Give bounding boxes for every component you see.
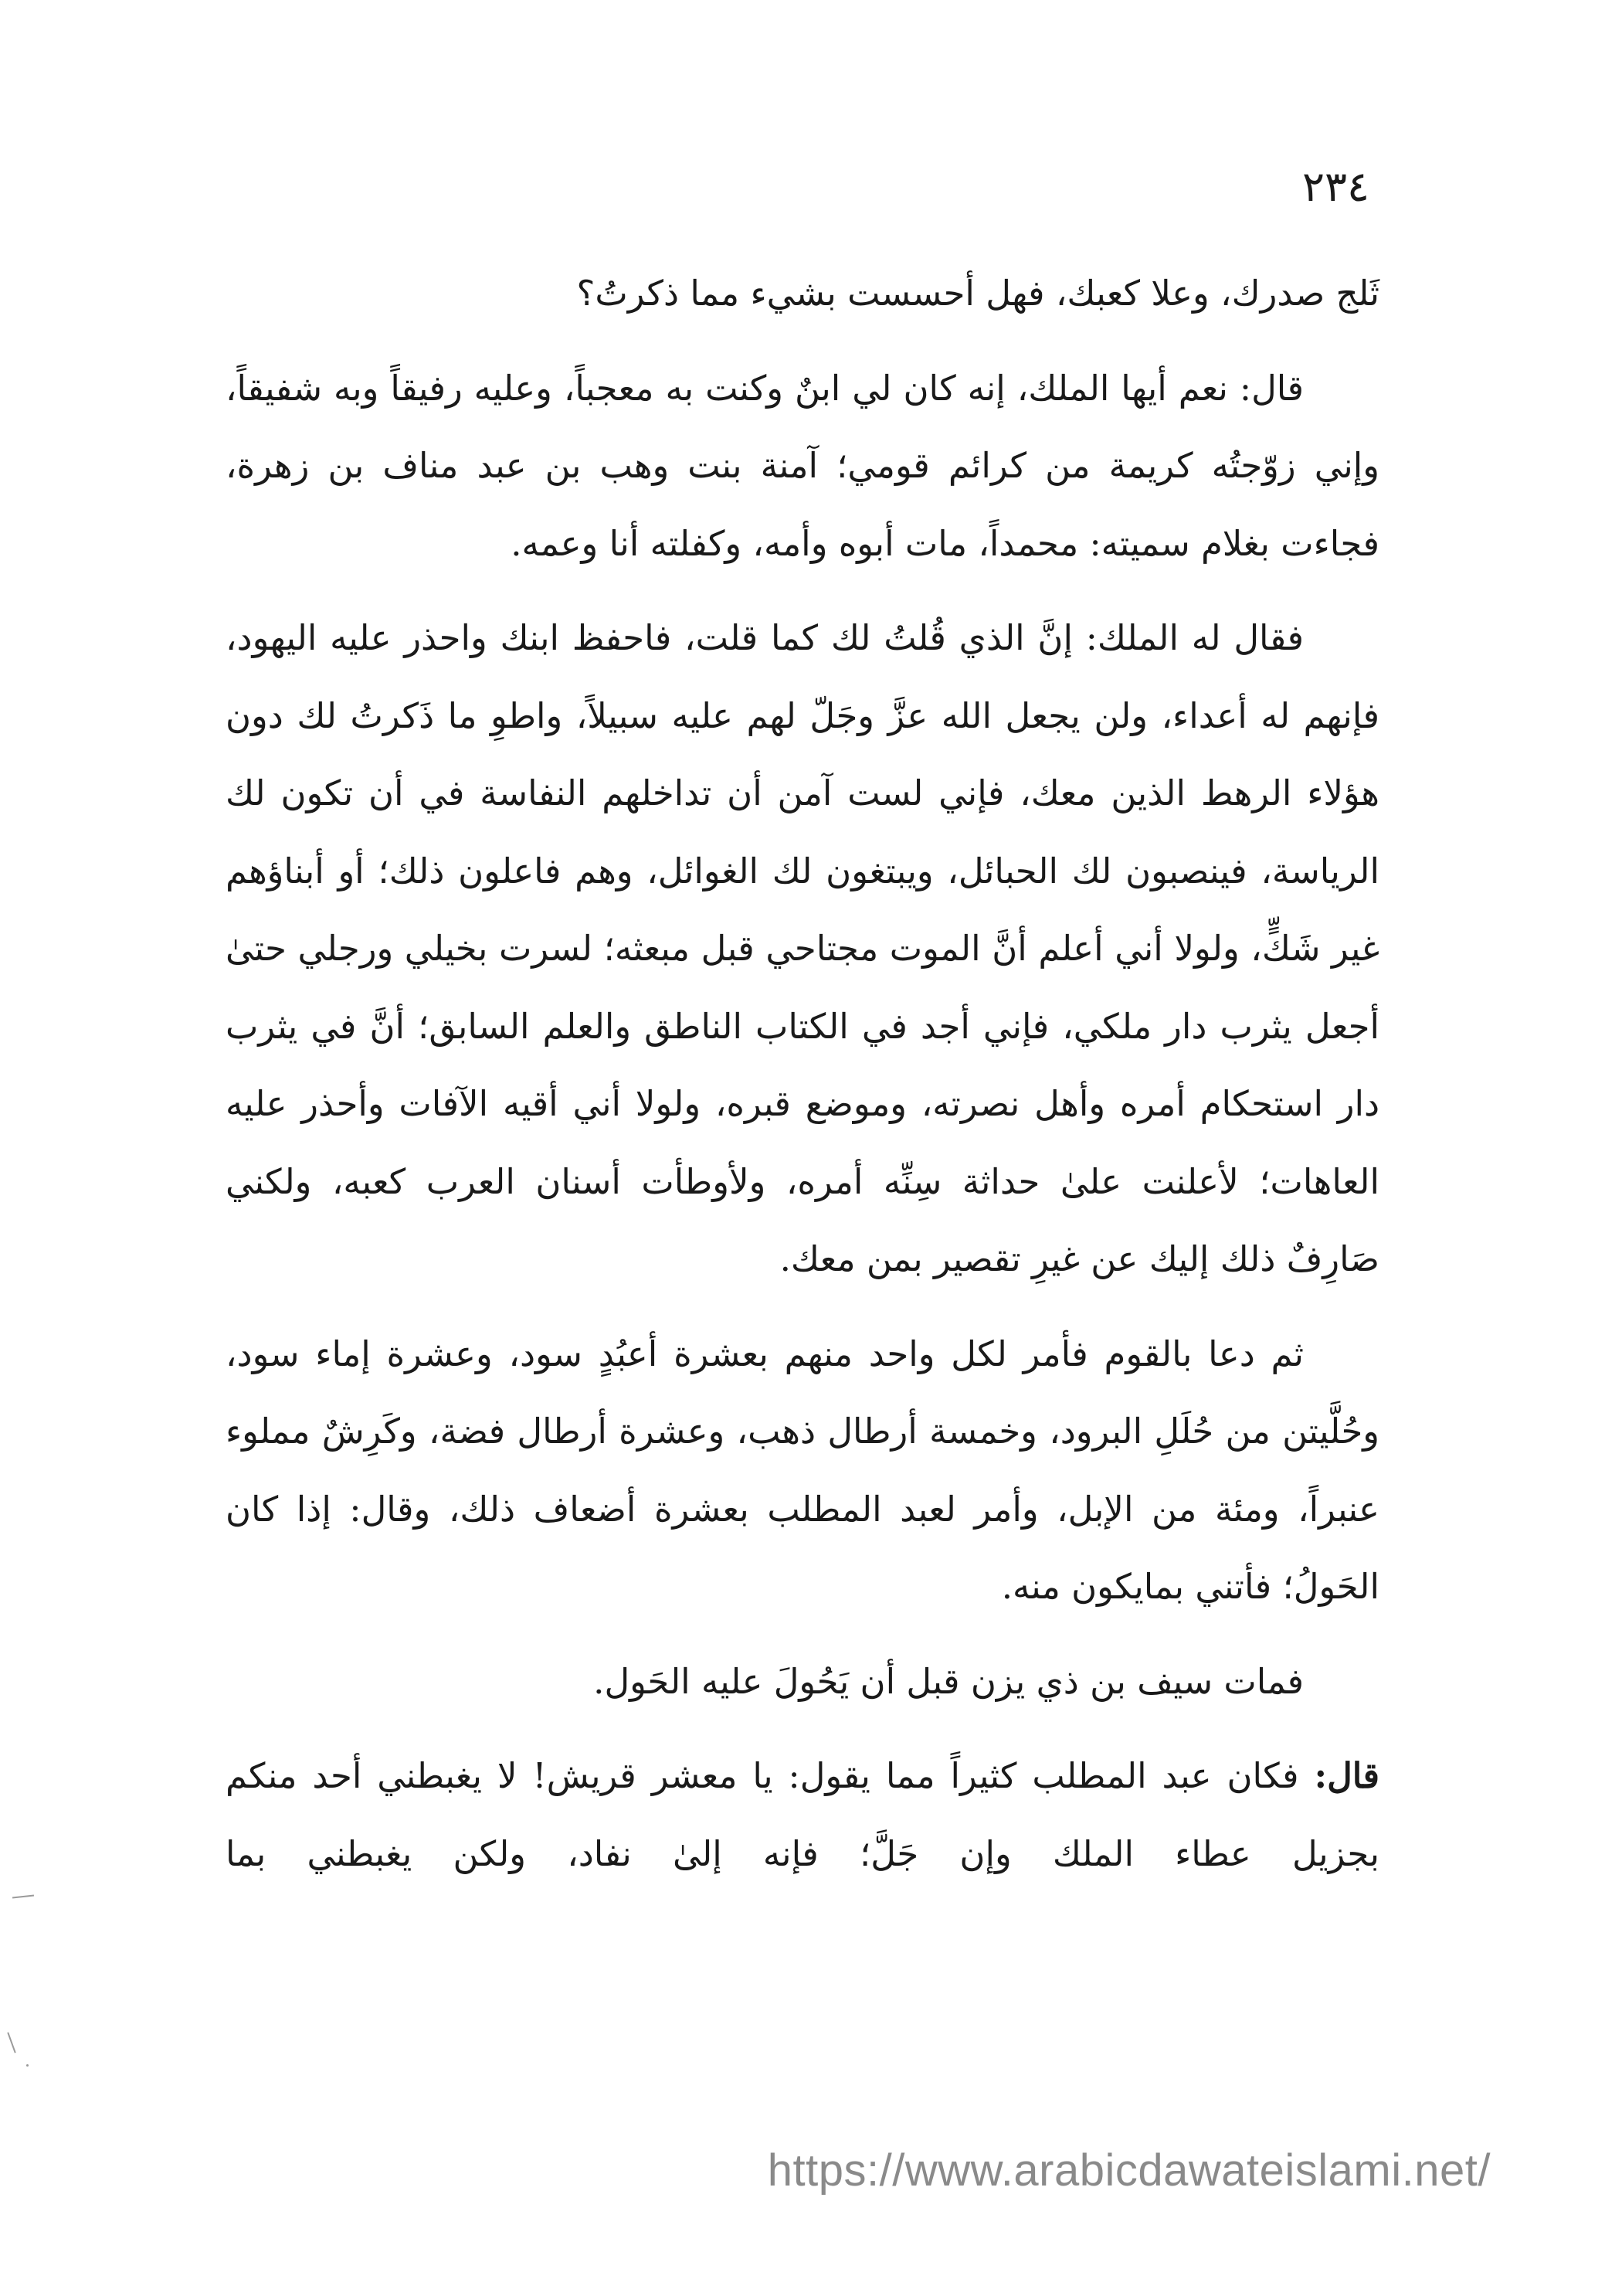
scan-artifact (7, 2033, 15, 2053)
paragraph-4 (226, 1316, 1379, 1626)
paragraph-5 (226, 1643, 1379, 1721)
page-number: ٢٣٤ (1301, 162, 1369, 211)
paragraph-6 (226, 1737, 1379, 1893)
paragraph-text: فقال له الملك: إنَّ الذي قُلتُ لك كما قلت، فاحفظ ابنك واحذر عليه اليهود، فإنهم له أعداء، ولن يجعل الله عزَّ وجَلّ لهم عليه سبيلاً، واطوِ ما ذَكرتُ لك دون هؤلاء الرهط الذين معك، فإني لست آمن أن تداخلهم النفاسة في أن تكون لك الرياسة، فينصبون لك الحبائل، ويبتغون لك الغوائل، وهم فاعلون ذلك؛ أو أبناؤهم غير شَكٍّ، ولولا أني أعلم أنَّ الموت مجتاحي قبل مبعثه؛ لسرت بخيلي ورجلي حتىٰ أجعل يثرب دار ملكي، فإني أجد في الكتاب الناطق والعلم السابق؛ أنَّ في يثرب دار استحكام أمره وأهل نصرته، وموضع قبره، ولولا أني أقيه الآفات وأحذر عليه العاهات؛ لأعلنت علىٰ حداثة سِنِّه أمره، ولأوطأت أسنان العرب كعبه، ولكني صَارِفٌ ذلك إليك عن غيرِ تقصير بمن معك. (226, 617, 1379, 1279)
paragraph-1 (226, 255, 1379, 333)
paragraph-text: فكان عبد المطلب كثيراً مما يقول: يا معشر قريش! لا يغبطني أحد منكم بجزيل عطاء الملك وإن جَلَّ؛ فإنه إلىٰ نفاد، ولكن يغبطني بما (226, 1755, 1379, 1874)
paragraph-text: ثَلج صدرك، وعلا كعبك، فهل أحسست بشيء مما ذكرتُ؟ (576, 273, 1379, 314)
paragraph-text: قال: نعم أيها الملك، إنه كان لي ابنٌ وكنت به معجباً، وعليه رفيقاً وبه شفيقاً، وإني زوّجتُه كريمة من كرائم قومي؛ آمنة بنت وهب بن عبد مناف بن زهرة، فجاءت بغلام سميته: محمداً، مات أبوه وأمه، وكفلته أنا وعمه. (226, 367, 1379, 564)
paragraph-lead: قال: (1314, 1755, 1379, 1796)
paragraph-text: فمات سيف بن ذي يزن قبل أن يَحُولَ عليه الحَول. (593, 1660, 1304, 1702)
paragraph-3 (226, 599, 1379, 1299)
body-text (226, 255, 1379, 1910)
watermark-url: https://www.arabicdawateislami.net/ (767, 2145, 1491, 2196)
scan-artifact (12, 1895, 34, 1899)
paragraph-text: ثم دعا بالقوم فأمر لكل واحد منهم بعشرة أعبُدٍ سود، وعشرة إماء سود، وحُلَّيتن من حُلَلِ البرود، وخمسة أرطال ذهب، وعشرة أرطال فضة، وكَرِشٌ مملوء عنبراً، ومئة من الإبل، وأمر لعبد المطلب بعشرة أضعاف ذلك، وقال: إذا كان الحَولُ؛ فأتني بمايكون منه. (226, 1333, 1379, 1607)
scan-artifact (26, 2064, 29, 2067)
paragraph-2 (226, 350, 1379, 583)
